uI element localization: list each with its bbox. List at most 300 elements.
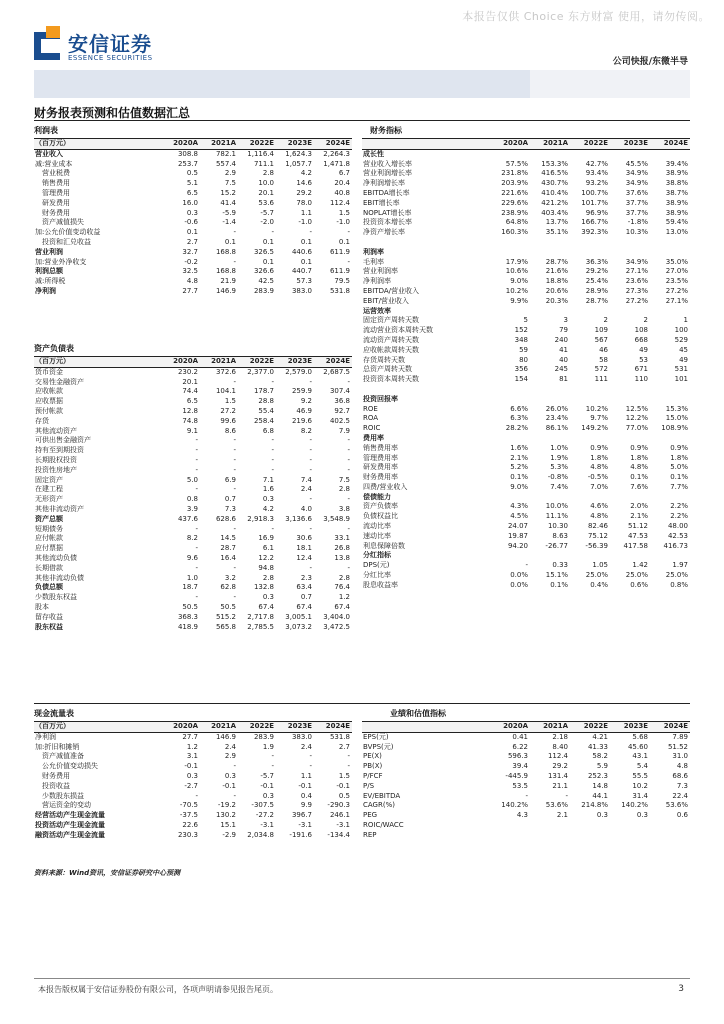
table-row <box>362 149 690 159</box>
table-row <box>362 179 690 189</box>
table-row <box>34 228 352 238</box>
table-row <box>362 581 690 591</box>
cell-value: 259.9 <box>291 387 312 396</box>
cell-value: 25.0% <box>665 571 688 580</box>
cell-value: 4.8% <box>590 463 608 472</box>
cell-value: 64.8% <box>505 218 528 227</box>
cell-value: 37.7% <box>625 208 648 217</box>
cell-value: - <box>347 228 350 237</box>
table-row <box>34 417 352 427</box>
cell-value: 1.2 <box>186 742 198 751</box>
cell-value: 2.0% <box>630 502 648 511</box>
cell-value: 7.1 <box>262 475 274 484</box>
cell-value: 6.5 <box>186 397 198 406</box>
cell-value: 1,057.7 <box>285 159 312 168</box>
cell-value <box>650 831 690 841</box>
cell-value: - <box>233 593 236 602</box>
cell-value: 4.3% <box>510 502 528 511</box>
table-row <box>362 297 690 307</box>
table-row <box>34 160 352 170</box>
table-row <box>34 801 352 811</box>
row-label <box>362 139 490 150</box>
table-row <box>34 169 352 179</box>
cell-value: 2.8 <box>262 169 274 178</box>
cell-value <box>490 551 530 561</box>
table-row <box>362 189 690 199</box>
cell-value: 140.2% <box>501 801 528 810</box>
row-label: 流动比率 <box>363 522 391 531</box>
row-label: 加:营业外净收支 <box>35 257 87 266</box>
cell-value: 42.53 <box>667 531 688 540</box>
cell-value <box>610 434 650 444</box>
cell-value: 611.9 <box>329 247 350 256</box>
cell-value: 49 <box>679 355 688 364</box>
row-label: 营业税费 <box>35 169 70 178</box>
cell-value: -1.8% <box>627 218 648 227</box>
cell-value <box>570 385 610 395</box>
cell-value <box>530 395 570 405</box>
cell-value: 42.7% <box>585 159 608 168</box>
cell-value: 23.5% <box>665 277 688 286</box>
row-label: 短期债务 <box>35 524 63 533</box>
cell-value: 5.4 <box>636 762 648 771</box>
cell-value: 32.7 <box>182 247 198 256</box>
cell-value: 2.1% <box>510 453 528 462</box>
cell-value: 11.1% <box>545 512 568 521</box>
cell-value: 28.7% <box>545 257 568 266</box>
cell-value: 0.9% <box>590 443 608 452</box>
row-label: 净资产增长率 <box>363 228 405 237</box>
cell-value: -19.2 <box>217 801 236 810</box>
cell-value: 5.3% <box>550 463 568 472</box>
valuation-table <box>362 721 690 841</box>
cell-value: 2021A <box>200 722 238 733</box>
table-row <box>362 743 690 753</box>
cell-value: 27.0% <box>665 267 688 276</box>
row-label: 存货 <box>35 416 49 425</box>
cell-value: 15.2 <box>220 188 236 197</box>
table-row <box>34 485 352 495</box>
cell-value: 4.0 <box>300 504 312 513</box>
row-label: CAGR(%) <box>363 801 395 810</box>
table-row <box>362 821 690 831</box>
cell-value: 59 <box>519 345 528 354</box>
row-label: 利润率 <box>363 247 384 256</box>
cell-value: 67.4 <box>334 602 350 611</box>
cell-value <box>650 149 690 159</box>
cell-value: - <box>309 455 312 464</box>
cell-value: 253.7 <box>177 159 198 168</box>
cell-value: 0.0% <box>510 580 528 589</box>
row-label: 利润总额 <box>35 267 63 276</box>
row-label: 投资资本增长率 <box>363 218 412 227</box>
cell-value: 101.7% <box>581 198 608 207</box>
table-row <box>362 811 690 821</box>
cell-value: - <box>347 377 350 386</box>
table-row <box>34 564 352 574</box>
cell-value: 41.33 <box>587 742 608 751</box>
cell-value: 63.4 <box>296 583 312 592</box>
row-label: 净利润增长率 <box>363 179 405 188</box>
cell-value <box>530 307 570 317</box>
table-row <box>34 505 352 515</box>
cell-value: 2021A <box>200 139 238 150</box>
row-label: DPS(元) <box>363 561 390 570</box>
section-rule <box>34 703 690 704</box>
cell-value: - <box>309 446 312 455</box>
cell-value: 3.9 <box>186 504 198 513</box>
cell-value: 246.1 <box>329 811 350 820</box>
cell-value: 58.2 <box>592 752 608 761</box>
table-row <box>34 583 352 593</box>
row-label: ROE <box>363 404 378 413</box>
cell-value: 0.1 <box>224 237 236 246</box>
cell-value: 3,073.2 <box>285 622 312 631</box>
cell-value <box>650 493 690 503</box>
cell-value: - <box>347 495 350 504</box>
table-row <box>362 454 690 464</box>
cell-value: 417.58 <box>623 541 648 550</box>
cell-value: 5.2% <box>510 463 528 472</box>
table-row <box>34 752 352 762</box>
row-label: P/S <box>363 781 375 790</box>
row-label: 分红比率 <box>363 571 391 580</box>
cell-value: - <box>309 563 312 572</box>
cell-value: 2.2% <box>670 502 688 511</box>
row-label: 总资产周转天数 <box>363 365 412 374</box>
cell-value: 4.8% <box>630 463 648 472</box>
cell-value: 1.1 <box>300 771 312 780</box>
table-row <box>362 395 690 405</box>
table-row <box>362 831 690 841</box>
ratios-title: 财务指标 <box>370 126 402 135</box>
row-label: 在建工程 <box>35 485 63 494</box>
row-label: 流动营业资本周转天数 <box>363 326 433 335</box>
row-label: ROIC/WACC <box>363 820 404 829</box>
cell-value: 23.4% <box>545 414 568 423</box>
cell-value: 2,034.8 <box>247 830 274 839</box>
cell-value: 8.40 <box>552 742 568 751</box>
cell-value <box>610 307 650 317</box>
cell-value: 53.5 <box>512 781 528 790</box>
cell-value: 230.2 <box>177 367 198 376</box>
cell-value: 9.9% <box>510 296 528 305</box>
cell-value: 440.6 <box>291 247 312 256</box>
cell-value: 0.6% <box>630 580 648 589</box>
brand-name: 安信证券 <box>68 32 152 56</box>
cell-value: 1.8% <box>630 453 648 462</box>
cell-value: 383.0 <box>291 286 312 295</box>
page-title: 财务报表预测和估值数据汇总 <box>34 106 191 120</box>
cell-value: 154 <box>514 375 528 384</box>
cell-value: 93.4% <box>585 169 608 178</box>
row-label: 资产减值准备 <box>35 752 84 761</box>
cell-value: 57.5% <box>505 159 528 168</box>
cell-value: 392.3% <box>581 228 608 237</box>
cell-value: 152 <box>514 326 528 335</box>
cell-value: 14.8 <box>592 781 608 790</box>
cell-value: 2024E <box>314 139 352 150</box>
row-label: 其他流动负债 <box>35 553 77 562</box>
cell-value: 27.2 <box>220 406 236 415</box>
cell-value: 0.5 <box>186 169 198 178</box>
cell-value: 140.2% <box>621 801 648 810</box>
cell-value: 0.9% <box>630 443 648 452</box>
cell-value: 0.4% <box>590 580 608 589</box>
row-label: 长期借款 <box>35 563 63 572</box>
cell-value: 6.5 <box>186 188 198 197</box>
cell-value: 32.5 <box>182 267 198 276</box>
cell-value <box>490 395 530 405</box>
table-row <box>34 199 352 209</box>
table-row <box>362 267 690 277</box>
cell-value: 421.2% <box>541 198 568 207</box>
cell-value: 6.3% <box>510 414 528 423</box>
cell-value: 38.7% <box>665 188 688 197</box>
cell-value: - <box>347 455 350 464</box>
row-label: 营业利润增长率 <box>363 169 412 178</box>
row-label: 流动资产周转天数 <box>363 335 419 344</box>
cell-value: 0.3 <box>262 593 274 602</box>
cell-value: 396.7 <box>291 811 312 820</box>
cell-value: 3.2 <box>224 573 236 582</box>
row-label: 营运资金的变动 <box>35 801 91 810</box>
table-header <box>34 139 352 150</box>
cell-value <box>650 551 690 561</box>
table-row <box>362 307 690 317</box>
table-row <box>362 209 690 219</box>
cell-value: 38.9% <box>665 169 688 178</box>
row-label: 净利润 <box>35 286 56 295</box>
cell-value: 6.1 <box>262 544 274 553</box>
cell-value: 34.9% <box>625 179 648 188</box>
cell-value <box>610 551 650 561</box>
row-label: 财务费用 <box>35 771 70 780</box>
cell-value: 0.3 <box>262 495 274 504</box>
cell-value: 2,785.5 <box>247 622 274 631</box>
cell-value: - <box>347 465 350 474</box>
row-label: 投资性房地产 <box>35 465 77 474</box>
cell-value: 43.1 <box>632 752 648 761</box>
cell-value: -56.39 <box>585 541 608 550</box>
cell-value: 21.6% <box>545 267 568 276</box>
cell-value: 782.1 <box>215 149 236 158</box>
row-label: 投资和汇兑收益 <box>35 237 91 246</box>
cell-value: 1.5 <box>338 771 350 780</box>
row-label: 研发费用率 <box>363 463 398 472</box>
cell-value: 12.8 <box>182 406 198 415</box>
table-row <box>34 782 352 792</box>
cell-value: - <box>195 465 198 474</box>
cell-value: 15.1 <box>220 820 236 829</box>
cell-value: - <box>233 485 236 494</box>
cell-value: 37.7% <box>625 198 648 207</box>
table-row <box>34 238 352 248</box>
cell-value: 2.9 <box>224 169 236 178</box>
cell-value: 221.6% <box>501 188 528 197</box>
valuation-title: 业绩和估值指标 <box>390 709 446 718</box>
cell-value: -5.7 <box>260 771 274 780</box>
cell-value: 26.8 <box>334 544 350 553</box>
cell-value: 2023E <box>276 139 314 150</box>
cell-value: 6.9 <box>224 475 236 484</box>
cell-value: 109 <box>594 326 608 335</box>
cell-value <box>490 385 530 395</box>
table-row <box>34 762 352 772</box>
table-row <box>34 378 352 388</box>
cell-value: 7.3 <box>676 781 688 790</box>
cell-value: 0.3 <box>636 811 648 820</box>
cell-value: - <box>195 544 198 553</box>
row-label: 利息保障倍数 <box>363 541 405 550</box>
cell-value: 3 <box>563 316 568 325</box>
row-label: 融资活动产生现金流量 <box>35 830 105 839</box>
cell-value: - <box>271 436 274 445</box>
cell-value: 168.8 <box>215 267 236 276</box>
cell-value <box>610 385 650 395</box>
cell-value: 0.7 <box>224 495 236 504</box>
cell-value <box>490 307 530 317</box>
cell-value: 2.4 <box>224 742 236 751</box>
balance-table <box>34 356 352 632</box>
cell-value: - <box>347 257 350 266</box>
cell-value: - <box>195 593 198 602</box>
row-label: 净利润 <box>35 732 56 741</box>
cell-value: 39.4% <box>665 159 688 168</box>
cell-value: 5.68 <box>632 732 648 741</box>
cell-value: 94.8 <box>258 563 274 572</box>
cell-value: 22.6 <box>182 820 198 829</box>
cell-value: 3,548.9 <box>323 514 350 523</box>
cell-value: 0.3 <box>186 771 198 780</box>
table-row <box>34 407 352 417</box>
cell-value: 2022E <box>238 722 276 733</box>
cell-value: 8.2 <box>186 534 198 543</box>
cell-value: 16.4 <box>220 553 236 562</box>
cell-value: 9.0% <box>510 482 528 491</box>
cell-value: - <box>233 563 236 572</box>
footer-rule <box>34 978 690 979</box>
table-row <box>362 502 690 512</box>
cell-value: 22.4 <box>672 791 688 800</box>
cell-value: 49 <box>639 345 648 354</box>
cell-value: 0.9% <box>670 443 688 452</box>
row-label: 应收票据 <box>35 397 63 406</box>
cell-value <box>530 434 570 444</box>
table-row <box>362 532 690 542</box>
cell-value: 14.5 <box>220 534 236 543</box>
cell-value: 74.4 <box>182 387 198 396</box>
cell-value: - <box>309 377 312 386</box>
cell-value: -2.0 <box>260 218 274 227</box>
cell-value: 231.8% <box>501 169 528 178</box>
cell-value: 219.6 <box>291 416 312 425</box>
cell-value: 67.4 <box>258 602 274 611</box>
table-row <box>362 752 690 762</box>
cell-value: 15.0% <box>665 414 688 423</box>
cell-value: 27.7 <box>182 732 198 741</box>
cell-value: 2.3 <box>300 573 312 582</box>
cell-value: 35.1% <box>545 228 568 237</box>
row-label: P/FCF <box>363 771 383 780</box>
cell-value: - <box>347 752 350 761</box>
cell-value: 0.1% <box>510 473 528 482</box>
cell-value <box>570 149 610 159</box>
cell-value: 240 <box>554 335 568 344</box>
cell-value: 238.9% <box>501 208 528 217</box>
cell-value: 3.1 <box>186 752 198 761</box>
row-label: 其他流动资产 <box>35 426 77 435</box>
table-row <box>34 446 352 456</box>
cell-value: 59.4% <box>665 218 688 227</box>
cell-value: 53.6% <box>665 801 688 810</box>
report-type: 公司快报/东微半导 <box>612 57 688 67</box>
cell-value <box>610 238 650 248</box>
cell-value: 0.1% <box>550 580 568 589</box>
cell-value: 77.0% <box>625 424 648 433</box>
table-row <box>34 525 352 535</box>
cell-value: 42.5 <box>258 277 274 286</box>
cell-value: 356 <box>514 365 528 374</box>
cell-value: 2.2% <box>670 512 688 521</box>
footer-disclaimer: 本报告版权属于安信证券股份有限公司，各项声明请参见报告尾页。 <box>38 985 278 994</box>
cell-value: -0.6 <box>184 218 198 227</box>
cell-value: 403.4% <box>541 208 568 217</box>
table-row <box>362 551 690 561</box>
cell-value: 671 <box>634 365 648 374</box>
cell-value: 2020A <box>490 722 530 733</box>
row-label: EBITDA增长率 <box>363 188 410 197</box>
cell-value: - <box>233 455 236 464</box>
cell-value: 100.7% <box>581 188 608 197</box>
cell-value: 55.5 <box>632 771 648 780</box>
table-row <box>362 522 690 532</box>
cell-value: 131.4 <box>547 771 568 780</box>
cell-value: 29.2% <box>585 267 608 276</box>
cell-value: 7.5 <box>224 179 236 188</box>
cell-value: 6.7 <box>338 169 350 178</box>
cell-value: -290.3 <box>327 801 350 810</box>
cell-value: 1.9% <box>550 453 568 462</box>
cell-value: 418.9 <box>177 622 198 631</box>
table-row <box>34 218 352 228</box>
cell-value: 45.60 <box>627 742 648 751</box>
cell-value: 53.6 <box>258 198 274 207</box>
row-label: 预付帐款 <box>35 406 63 415</box>
cell-value: 7.3 <box>224 504 236 513</box>
cell-value: 2.8 <box>338 485 350 494</box>
table-row <box>362 762 690 772</box>
cell-value: -134.4 <box>327 830 350 839</box>
cell-value <box>570 238 610 248</box>
table-row <box>34 258 352 268</box>
cell-value: 1.1 <box>300 208 312 217</box>
cell-value: 0.1 <box>300 237 312 246</box>
cell-value: 27.1% <box>665 296 688 305</box>
cell-value: 74.8 <box>182 416 198 425</box>
cell-value: 0.6 <box>676 811 688 820</box>
cell-value: - <box>309 465 312 474</box>
cell-value: -5.7 <box>260 208 274 217</box>
table-row <box>362 414 690 424</box>
cell-value: 2.8 <box>338 573 350 582</box>
row-label: 投资收益 <box>35 781 70 790</box>
row-label: 投资活动产生现金流量 <box>35 820 105 829</box>
table-row <box>362 326 690 336</box>
cashflow-title: 现金流量表 <box>34 709 74 718</box>
cell-value: 1.0% <box>550 443 568 452</box>
cell-value: 18.1 <box>296 544 312 553</box>
